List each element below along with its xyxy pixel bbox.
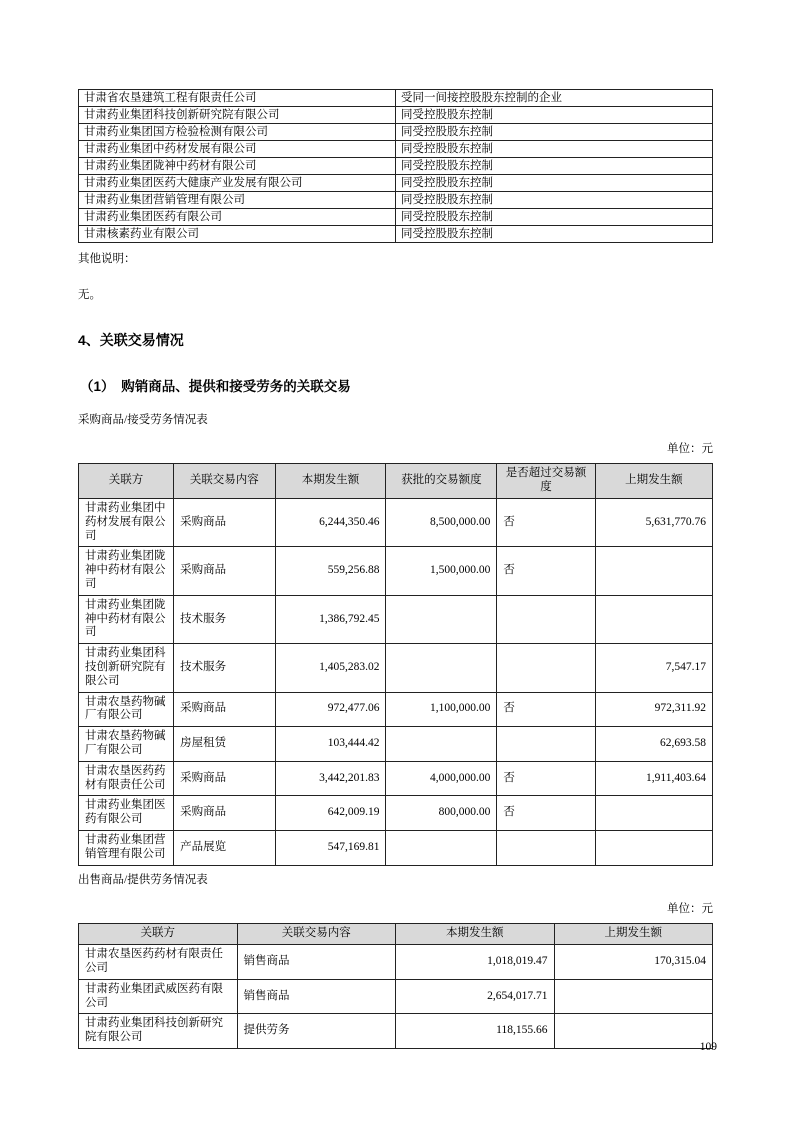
table-row — [79, 158, 713, 175]
table-cell: 103,444.42 — [275, 727, 386, 762]
table-cell: 甘肃农垦医药药材有限责任公司 — [79, 761, 174, 796]
table-cell: 5,631,770.76 — [595, 498, 712, 546]
table-row — [79, 761, 713, 796]
table-cell: 甘肃药业集团陇神中药材有限公司 — [79, 547, 174, 595]
table-row — [79, 595, 713, 643]
purchase-table-caption: 采购商品/接受劳务情况表 — [78, 413, 208, 426]
table-cell: 同受控股股东控制 — [396, 107, 713, 124]
table-cell: 甘肃药业集团营销管理有限公司 — [79, 192, 396, 209]
table-cell: 技术服务 — [174, 595, 275, 643]
column-header: 上期发生额 — [595, 464, 712, 499]
table-cell: 1,405,283.02 — [275, 644, 386, 692]
table-cell — [554, 1014, 713, 1049]
table-cell: 甘肃药业集团科技创新研究院有限公司 — [79, 107, 396, 124]
subsection-heading: （1） 购销商品、提供和接受劳务的关联交易 — [80, 378, 351, 394]
table-cell: 甘肃农垦药物碱厂有限公司 — [79, 692, 174, 727]
table-cell: 1,500,000.00 — [386, 547, 497, 595]
table-cell: 否 — [497, 796, 595, 831]
table-cell: 否 — [497, 761, 595, 796]
table-row — [79, 498, 713, 546]
table-row — [79, 692, 713, 727]
table-cell: 972,477.06 — [275, 692, 386, 727]
column-header: 是否超过交易额度 — [497, 464, 595, 499]
related-party-relationship-table — [78, 89, 713, 243]
table-cell: 甘肃药业集团陇神中药材有限公司 — [79, 595, 174, 643]
table-cell: 甘肃农垦医药药材有限责任公司 — [79, 945, 238, 980]
other-note-value: 无。 — [78, 288, 101, 301]
table-cell: 7,547.17 — [595, 644, 712, 692]
table-row — [79, 226, 713, 243]
table-cell: 547,169.81 — [275, 830, 386, 865]
purchase-table-unit-label: 单位：元 — [667, 443, 713, 456]
table-cell: 甘肃药业集团陇神中药材有限公司 — [79, 158, 396, 175]
table-cell: 甘肃药业集团中药材发展有限公司 — [79, 498, 174, 546]
table-cell: 4,000,000.00 — [386, 761, 497, 796]
table-cell: 6,244,350.46 — [275, 498, 386, 546]
table-cell — [554, 979, 713, 1014]
table-row — [79, 124, 713, 141]
sales-table-unit-label: 单位：元 — [667, 903, 713, 916]
column-header: 上期发生额 — [554, 924, 713, 945]
table-row — [79, 141, 713, 158]
column-header: 关联交易内容 — [174, 464, 275, 499]
table-cell — [386, 727, 497, 762]
table-cell: 采购商品 — [174, 692, 275, 727]
table-cell — [497, 830, 595, 865]
table-cell: 1,386,792.45 — [275, 595, 386, 643]
table-cell: 采购商品 — [174, 498, 275, 546]
table-cell: 采购商品 — [174, 796, 275, 831]
table-cell: 972,311.92 — [595, 692, 712, 727]
other-note-label: 其他说明： — [78, 253, 136, 265]
table-row — [79, 644, 713, 692]
table-cell: 559,256.88 — [275, 547, 386, 595]
table-cell — [497, 644, 595, 692]
table-cell: 销售商品 — [237, 945, 396, 980]
table-cell: 甘肃药业集团科技创新研究院有限公司 — [79, 1014, 238, 1049]
table-cell: 销售商品 — [237, 979, 396, 1014]
table-cell: 同受控股股东控制 — [396, 124, 713, 141]
table-cell: 采购商品 — [174, 761, 275, 796]
table-cell: 甘肃药业集团武威医药有限公司 — [79, 979, 238, 1014]
table-row — [79, 547, 713, 595]
table-cell — [497, 595, 595, 643]
table-cell: 甘肃核素药业有限公司 — [79, 226, 396, 243]
table-cell: 同受控股股东控制 — [396, 209, 713, 226]
column-header: 本期发生额 — [396, 924, 555, 945]
table-cell: 同受控股股东控制 — [396, 192, 713, 209]
table-row — [79, 1014, 713, 1049]
sales-table-caption: 出售商品/提供劳务情况表 — [78, 873, 208, 886]
table-cell: 甘肃省农垦建筑工程有限责任公司 — [79, 90, 396, 107]
table-row — [79, 209, 713, 226]
column-header: 关联交易内容 — [237, 924, 396, 945]
table-cell: 2,654,017.71 — [396, 979, 555, 1014]
table-cell: 受同一间接控股股东控制的企业 — [396, 90, 713, 107]
table-cell: 甘肃药业集团医药大健康产业发展有限公司 — [79, 175, 396, 192]
table-cell: 甘肃药业集团营销管理有限公司 — [79, 830, 174, 865]
table-cell: 同受控股股东控制 — [396, 175, 713, 192]
table-row — [79, 192, 713, 209]
column-header: 关联方 — [79, 464, 174, 499]
table-cell: 1,018,019.47 — [396, 945, 555, 980]
table-cell: 170,315.04 — [554, 945, 713, 980]
table-cell — [497, 727, 595, 762]
table-cell: 甘肃药业集团国方检验检测有限公司 — [79, 124, 396, 141]
table-cell: 采购商品 — [174, 547, 275, 595]
table-cell — [386, 830, 497, 865]
table-row — [79, 979, 713, 1014]
table-cell — [595, 796, 712, 831]
table-header-row — [79, 924, 713, 945]
table-cell: 800,000.00 — [386, 796, 497, 831]
table-cell: 产品展览 — [174, 830, 275, 865]
table-cell: 1,911,403.64 — [595, 761, 712, 796]
table-cell: 甘肃药业集团医药有限公司 — [79, 796, 174, 831]
page-number: 109 — [699, 1041, 717, 1053]
table-cell: 甘肃农垦药物碱厂有限公司 — [79, 727, 174, 762]
table-cell: 否 — [497, 498, 595, 546]
table-cell: 甘肃药业集团中药材发展有限公司 — [79, 141, 396, 158]
column-header: 获批的交易额度 — [386, 464, 497, 499]
table-cell: 否 — [497, 692, 595, 727]
table-cell: 118,155.66 — [396, 1014, 555, 1049]
table-row — [79, 90, 713, 107]
table-cell — [386, 595, 497, 643]
table-cell: 提供劳务 — [237, 1014, 396, 1049]
section-heading: 4、关联交易情况 — [78, 331, 184, 348]
table-cell: 甘肃药业集团医药有限公司 — [79, 209, 396, 226]
table-cell: 3,442,201.83 — [275, 761, 386, 796]
table-cell — [595, 547, 712, 595]
table-row — [79, 796, 713, 831]
table-row — [79, 830, 713, 865]
table-cell: 1,100,000.00 — [386, 692, 497, 727]
table-cell: 同受控股股东控制 — [396, 226, 713, 243]
table-cell: 房屋租赁 — [174, 727, 275, 762]
table-row — [79, 945, 713, 980]
table-cell: 同受控股股东控制 — [396, 141, 713, 158]
column-header: 关联方 — [79, 924, 238, 945]
table-cell: 技术服务 — [174, 644, 275, 692]
table-cell: 同受控股股东控制 — [396, 158, 713, 175]
table-cell — [595, 830, 712, 865]
table-header-row — [79, 464, 713, 499]
table-row — [79, 107, 713, 124]
table-cell: 否 — [497, 547, 595, 595]
table-row — [79, 175, 713, 192]
sales-goods-services-table — [78, 923, 713, 1049]
table-cell: 8,500,000.00 — [386, 498, 497, 546]
table-row — [79, 727, 713, 762]
table-cell — [386, 644, 497, 692]
table-cell: 642,009.19 — [275, 796, 386, 831]
table-cell: 62,693.58 — [595, 727, 712, 762]
table-cell: 甘肃药业集团科技创新研究院有限公司 — [79, 644, 174, 692]
column-header: 本期发生额 — [275, 464, 386, 499]
table-cell — [595, 595, 712, 643]
purchase-goods-services-table — [78, 463, 713, 865]
